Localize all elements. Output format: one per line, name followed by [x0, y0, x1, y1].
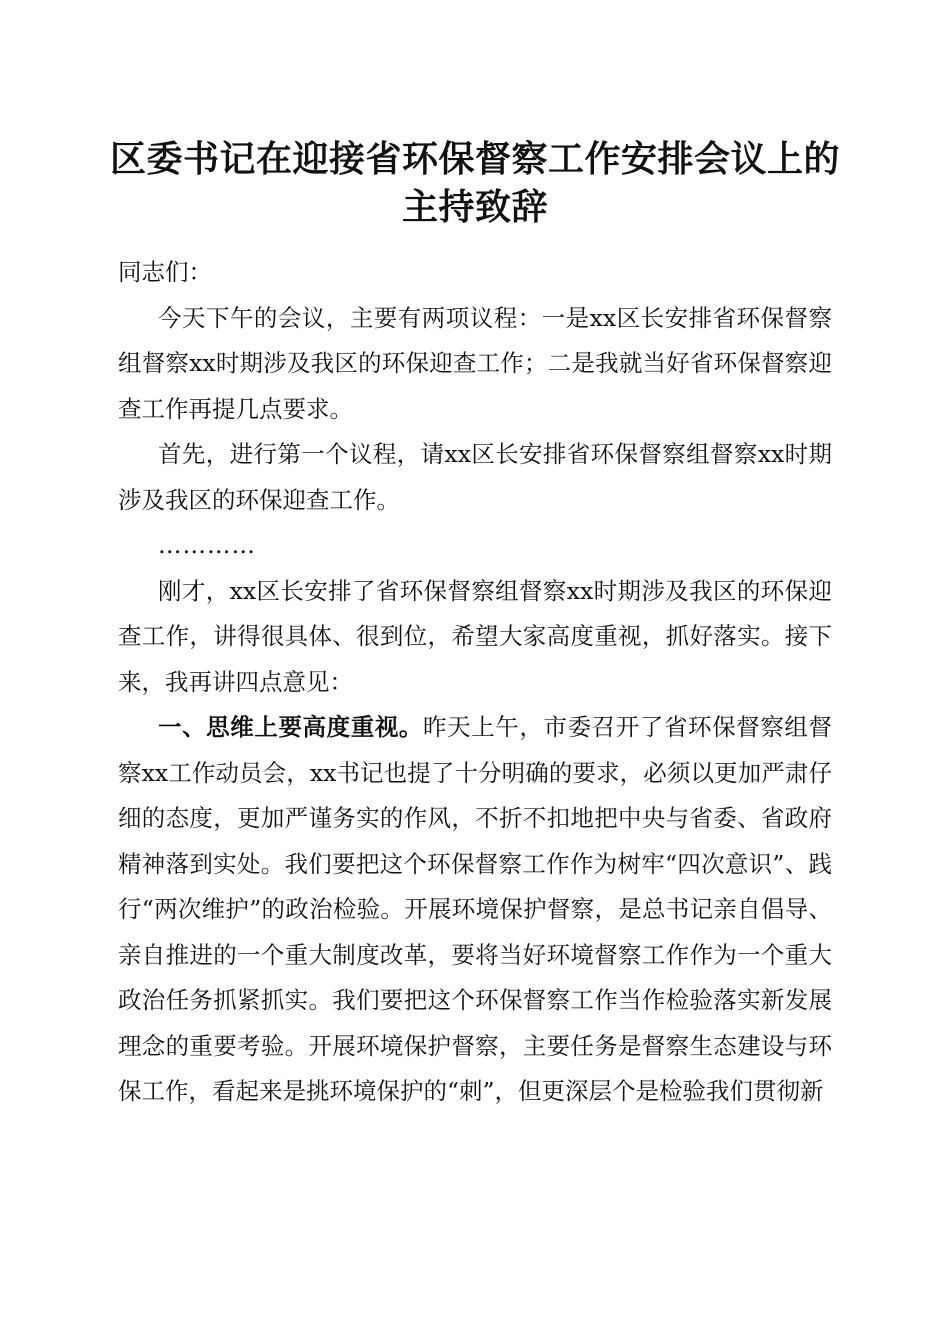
paragraph-transition: 刚才，xx区长安排了省环保督察组督察xx时期涉及我区的环保迎查工作，讲得很具体、很到位，希望大家高度重视，抓好落实。接下来，我再讲四点意见：	[118, 576, 832, 696]
document-title	[100, 135, 850, 231]
section-1-text: 昨天上午，市委召开了省环保督察组督察xx工作动员会，xx书记也提了十分明确的要求，必须以更加严肃仔细的态度，更加严谨务实的作风，不折不扣地把中央与省委、省政府精神落到实处。我们要把这个环保督察工作作为树牢“四次意识”、践行“两次维护”的政治检验。开展环境保护督察，是总书记亲自倡导、亲自推进的一个重大制度改革，要将当好环境督察工作作为一个重大政治任务抓紧抓实。我们要把这个环保督察工作当作检验落实新发展理念的重要考验。开展环境保护督察，主要任务是督察生态建设与环保工作，看起来是挑环境保护的“刺”，但更深层个是检验我们贯彻新	[118, 713, 833, 1105]
title-line-1: 区委书记在迎接省环保督察工作安排会议上的	[109, 138, 840, 180]
section-1-paragraph	[118, 705, 832, 1115]
paragraph-first-item: 首先，进行第一个议程，请xx区长安排省环保督察组督察xx时期涉及我区的环保迎查工作。	[118, 440, 832, 514]
section-1-heading: 一、思维上要高度重视。	[158, 713, 424, 741]
document-body	[118, 250, 832, 1115]
title-line-2: 主持致辞	[401, 186, 548, 228]
paragraph-agenda: 今天下午的会议，主要有两项议程：一是xx区长安排省环保督察组督察xx时期涉及我区的环保迎查工作；二是我就当好省环保督察迎查工作再提几点要求。	[118, 303, 832, 423]
paragraph-ellipsis: …………	[158, 531, 256, 559]
salutation: 同志们：	[118, 258, 212, 286]
